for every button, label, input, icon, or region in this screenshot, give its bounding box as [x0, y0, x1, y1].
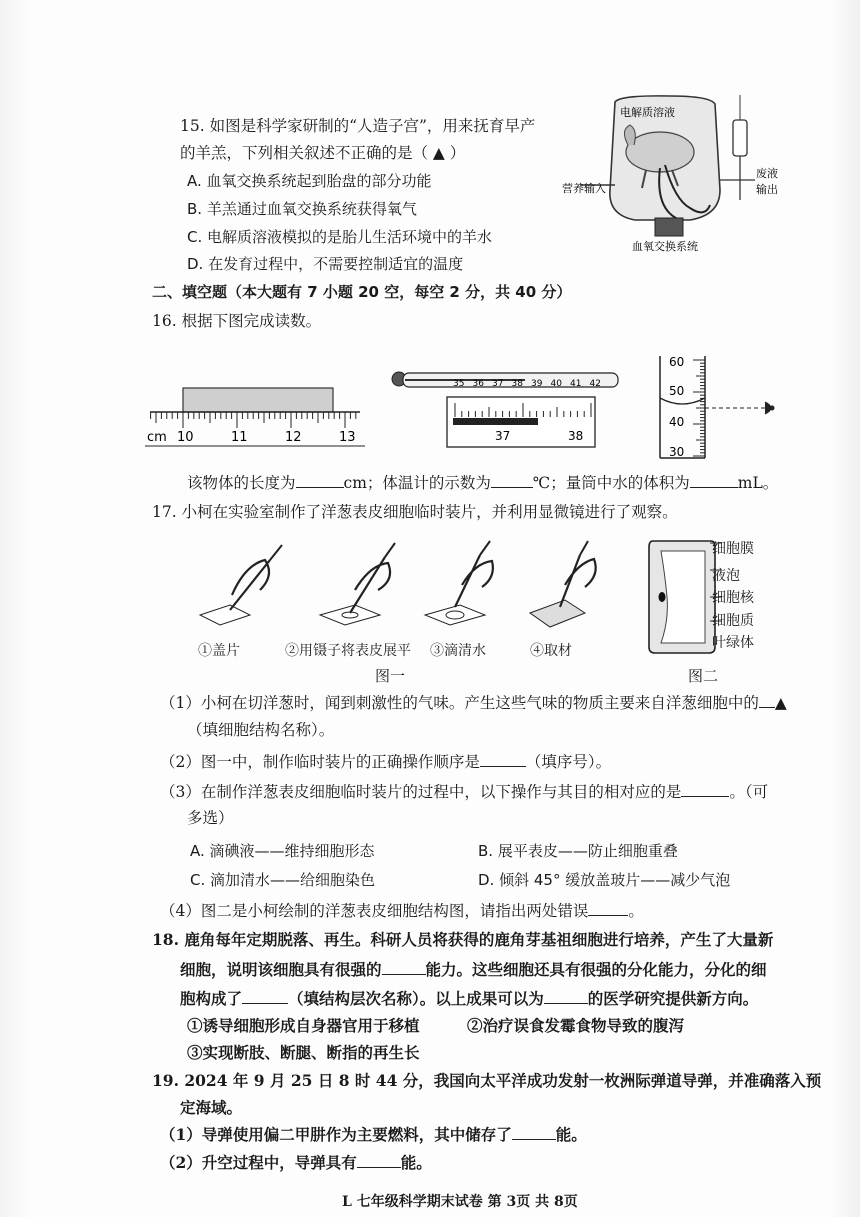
- thermo-label-41: 41: [570, 379, 582, 389]
- q17-option-b: B. 展平表皮——防止细胞重叠: [478, 842, 678, 860]
- measured-object: [183, 388, 333, 412]
- q18-line1: 18. 鹿角每年定期脱落、再生。科研人员将获得的鹿角芽基祖细胞进行培养，产生了大量新: [152, 930, 774, 949]
- q16-stem: 16. 根据下图完成读数。: [152, 312, 322, 330]
- thermo-label-39: 39: [531, 379, 543, 389]
- exchange-unit: [655, 218, 683, 236]
- q19-sub1: （1）导弹使用偏二甲肼作为主要燃料，其中储存了 能。: [160, 1125, 587, 1144]
- volume-answer-blank[interactable]: [690, 473, 738, 488]
- section2-title: 二、填空题（本大题有 7 小题 20 空，每空 2 分，共 40 分）: [152, 283, 572, 301]
- q18-line3: 胞构成了 （填结构层次名称）。以上成果可以为 的医学研究提供新方向。: [180, 989, 759, 1008]
- cell-label-chloroplast: 叶绿体: [712, 635, 754, 651]
- q18-blank-3[interactable]: [544, 989, 588, 1004]
- q17-sub3-line1: （3）在制作洋葱表皮细胞临时装片的过程中，以下操作与其目的相对应的是 。（可: [160, 783, 769, 801]
- length-answer-blank[interactable]: [296, 473, 344, 488]
- step-3-label: ③滴清水: [430, 643, 486, 659]
- q19-sub2-blank[interactable]: [357, 1153, 401, 1168]
- artificial-womb-figure: [560, 90, 800, 260]
- thermo-label-38: 38: [511, 379, 523, 389]
- label-waste-2: 输出: [756, 183, 778, 196]
- label-waste-1: 废液: [756, 167, 778, 180]
- cyl-label-30: 30: [669, 445, 685, 459]
- step-1-label: ①盖片: [198, 643, 240, 659]
- ruler-label-13: 13: [339, 430, 356, 445]
- q17-option-a: A. 滴碘液——维持细胞形态: [190, 842, 375, 860]
- water-meniscus: [660, 398, 705, 404]
- q17-sub2: （2）图一中，制作临时装片的正确操作顺序是 （填序号）。: [160, 753, 612, 771]
- zoom-label-37: 37: [495, 429, 511, 443]
- q16-answer-line: 该物体的长度为 cm；体温计的示数为 ℃；量筒中水的体积为 mL。: [187, 474, 779, 492]
- step-4-label: ④取材: [530, 643, 572, 659]
- q18-blank-2[interactable]: [242, 989, 288, 1004]
- q19-sub2: （2）升空过程中，导弹具有 能。: [160, 1153, 432, 1172]
- cyl-label-50: 50: [669, 384, 685, 398]
- q17-sub1-line2: （填细胞结构名称）。: [187, 721, 335, 739]
- iv-bag: [733, 120, 747, 156]
- cyl-label-60: 60: [669, 355, 685, 369]
- q15-stem-line1: 15. 如图是科学家研制的“人造子宫”，用来抚育早产: [180, 117, 536, 135]
- label-exchange: 血氧交换系统: [632, 240, 698, 253]
- cylinder-scale: [693, 360, 705, 456]
- q17-sub1-line1: （1）小柯在切洋葱时，闻到刺激性的气味。产生这些气味的物质主要来自洋葱细胞中的 ▲: [160, 694, 787, 712]
- temperature-answer-blank[interactable]: [491, 473, 533, 488]
- eye-icon: [765, 402, 774, 414]
- q17-option-c: C. 滴加清水——给细胞染色: [190, 871, 376, 889]
- nucleus: [659, 592, 666, 602]
- q17-sub2-blank[interactable]: [480, 752, 526, 767]
- cyl-label-40: 40: [669, 415, 685, 429]
- cell-label-nucleus: 细胞核: [712, 590, 754, 606]
- thermo-label-35: 35: [453, 379, 465, 389]
- q17-option-d: D. 倾斜 45° 缓放盖玻片——减少气泡: [478, 871, 731, 889]
- thermometer-figure: [385, 365, 625, 455]
- cell-label-cytoplasm: 细胞质: [712, 613, 754, 629]
- step-sample-drawing: [530, 541, 596, 627]
- q18-option-1: ①诱导细胞形成自身器官用于移植: [187, 1016, 420, 1035]
- q17-stem: 17. 小柯在实验室制作了洋葱表皮细胞临时装片，并利用显微镜进行了观察。: [152, 503, 678, 521]
- q19-line2: 定海域。: [180, 1098, 243, 1117]
- q15-option-b: B. 羊羔通过血氧交换系统获得氧气: [187, 200, 417, 218]
- q17-sub1-blank[interactable]: [759, 693, 775, 708]
- figure1-caption: 图一: [375, 667, 406, 685]
- ruler-figure: [145, 380, 365, 455]
- label-nutrient: 营养输入: [562, 182, 606, 195]
- cell-label-vacuole: 液泡: [712, 568, 740, 584]
- q17-sub4: （4）图二是小柯绘制的洋葱表皮细胞结构图，请指出两处错误 。: [160, 902, 644, 920]
- step-tweezers-drawing: [320, 543, 395, 625]
- step-cover-slip-drawing: [200, 545, 282, 625]
- figure1-steps: [190, 535, 610, 645]
- graduated-cylinder-figure: [655, 350, 795, 465]
- q19-sub1-blank[interactable]: [512, 1125, 556, 1140]
- step-2-label: ②用镊子将表皮展平: [285, 643, 411, 659]
- zoom-label-38: 38: [568, 429, 584, 443]
- mercury-column: [453, 418, 538, 425]
- cell-label-membrane: 细胞膜: [712, 541, 754, 557]
- q18-option-3: ③实现断肢、断腿、断指的再生长: [187, 1043, 420, 1062]
- ruler-label-11: 11: [231, 430, 248, 445]
- q18-line2: 细胞，说明该细胞具有很强的 能力。这些细胞还具有很强的分化能力，分化的细: [180, 960, 767, 979]
- lamb-body: [626, 132, 694, 172]
- q15-option-a: A. 血氧交换系统起到胎盘的部分功能: [187, 172, 432, 190]
- q15-option-c: C. 电解质溶液模拟的是胎儿生活环境中的羊水: [187, 228, 493, 246]
- ruler-label-10: 10: [177, 430, 194, 445]
- thermo-label-42: 42: [589, 379, 601, 389]
- ruler-label-12: 12: [285, 430, 302, 445]
- step-water-drawing: [425, 541, 493, 625]
- ruler-ticks: [151, 412, 356, 428]
- q17-sub4-blank[interactable]: [588, 901, 628, 916]
- thermo-label-40: 40: [550, 379, 562, 389]
- vacuole: [661, 551, 705, 643]
- figure2-caption: 图二: [688, 667, 719, 685]
- q17-sub3-line2: 多选）: [187, 809, 234, 827]
- q15-option-d: D. 在发育过程中，不需要控制适宜的温度: [187, 255, 464, 273]
- q18-option-2: ②治疗误食发霉食物导致的腹泻: [467, 1016, 685, 1035]
- thermo-label-36: 36: [472, 379, 484, 389]
- ruler-unit: cm: [147, 430, 167, 445]
- q18-blank-1[interactable]: [382, 960, 426, 975]
- q19-line1: 19. 2024 年 9 月 25 日 8 时 44 分，我国向太平洋成功发射一枚洲际弹道导弹，并准确落入预: [152, 1071, 822, 1090]
- q17-sub3-blank[interactable]: [681, 782, 729, 797]
- thermo-label-37: 37: [492, 379, 504, 389]
- page-footer: L 七年级科学期末试卷 第 3页 共 8页: [342, 1194, 578, 1210]
- onion-cell-diagram: [645, 535, 720, 660]
- label-electrolyte: 电解质溶液: [620, 106, 675, 119]
- q15-stem-line2: 的羊羔，下列相关叙述不正确的是（ ▲ ）: [180, 144, 466, 162]
